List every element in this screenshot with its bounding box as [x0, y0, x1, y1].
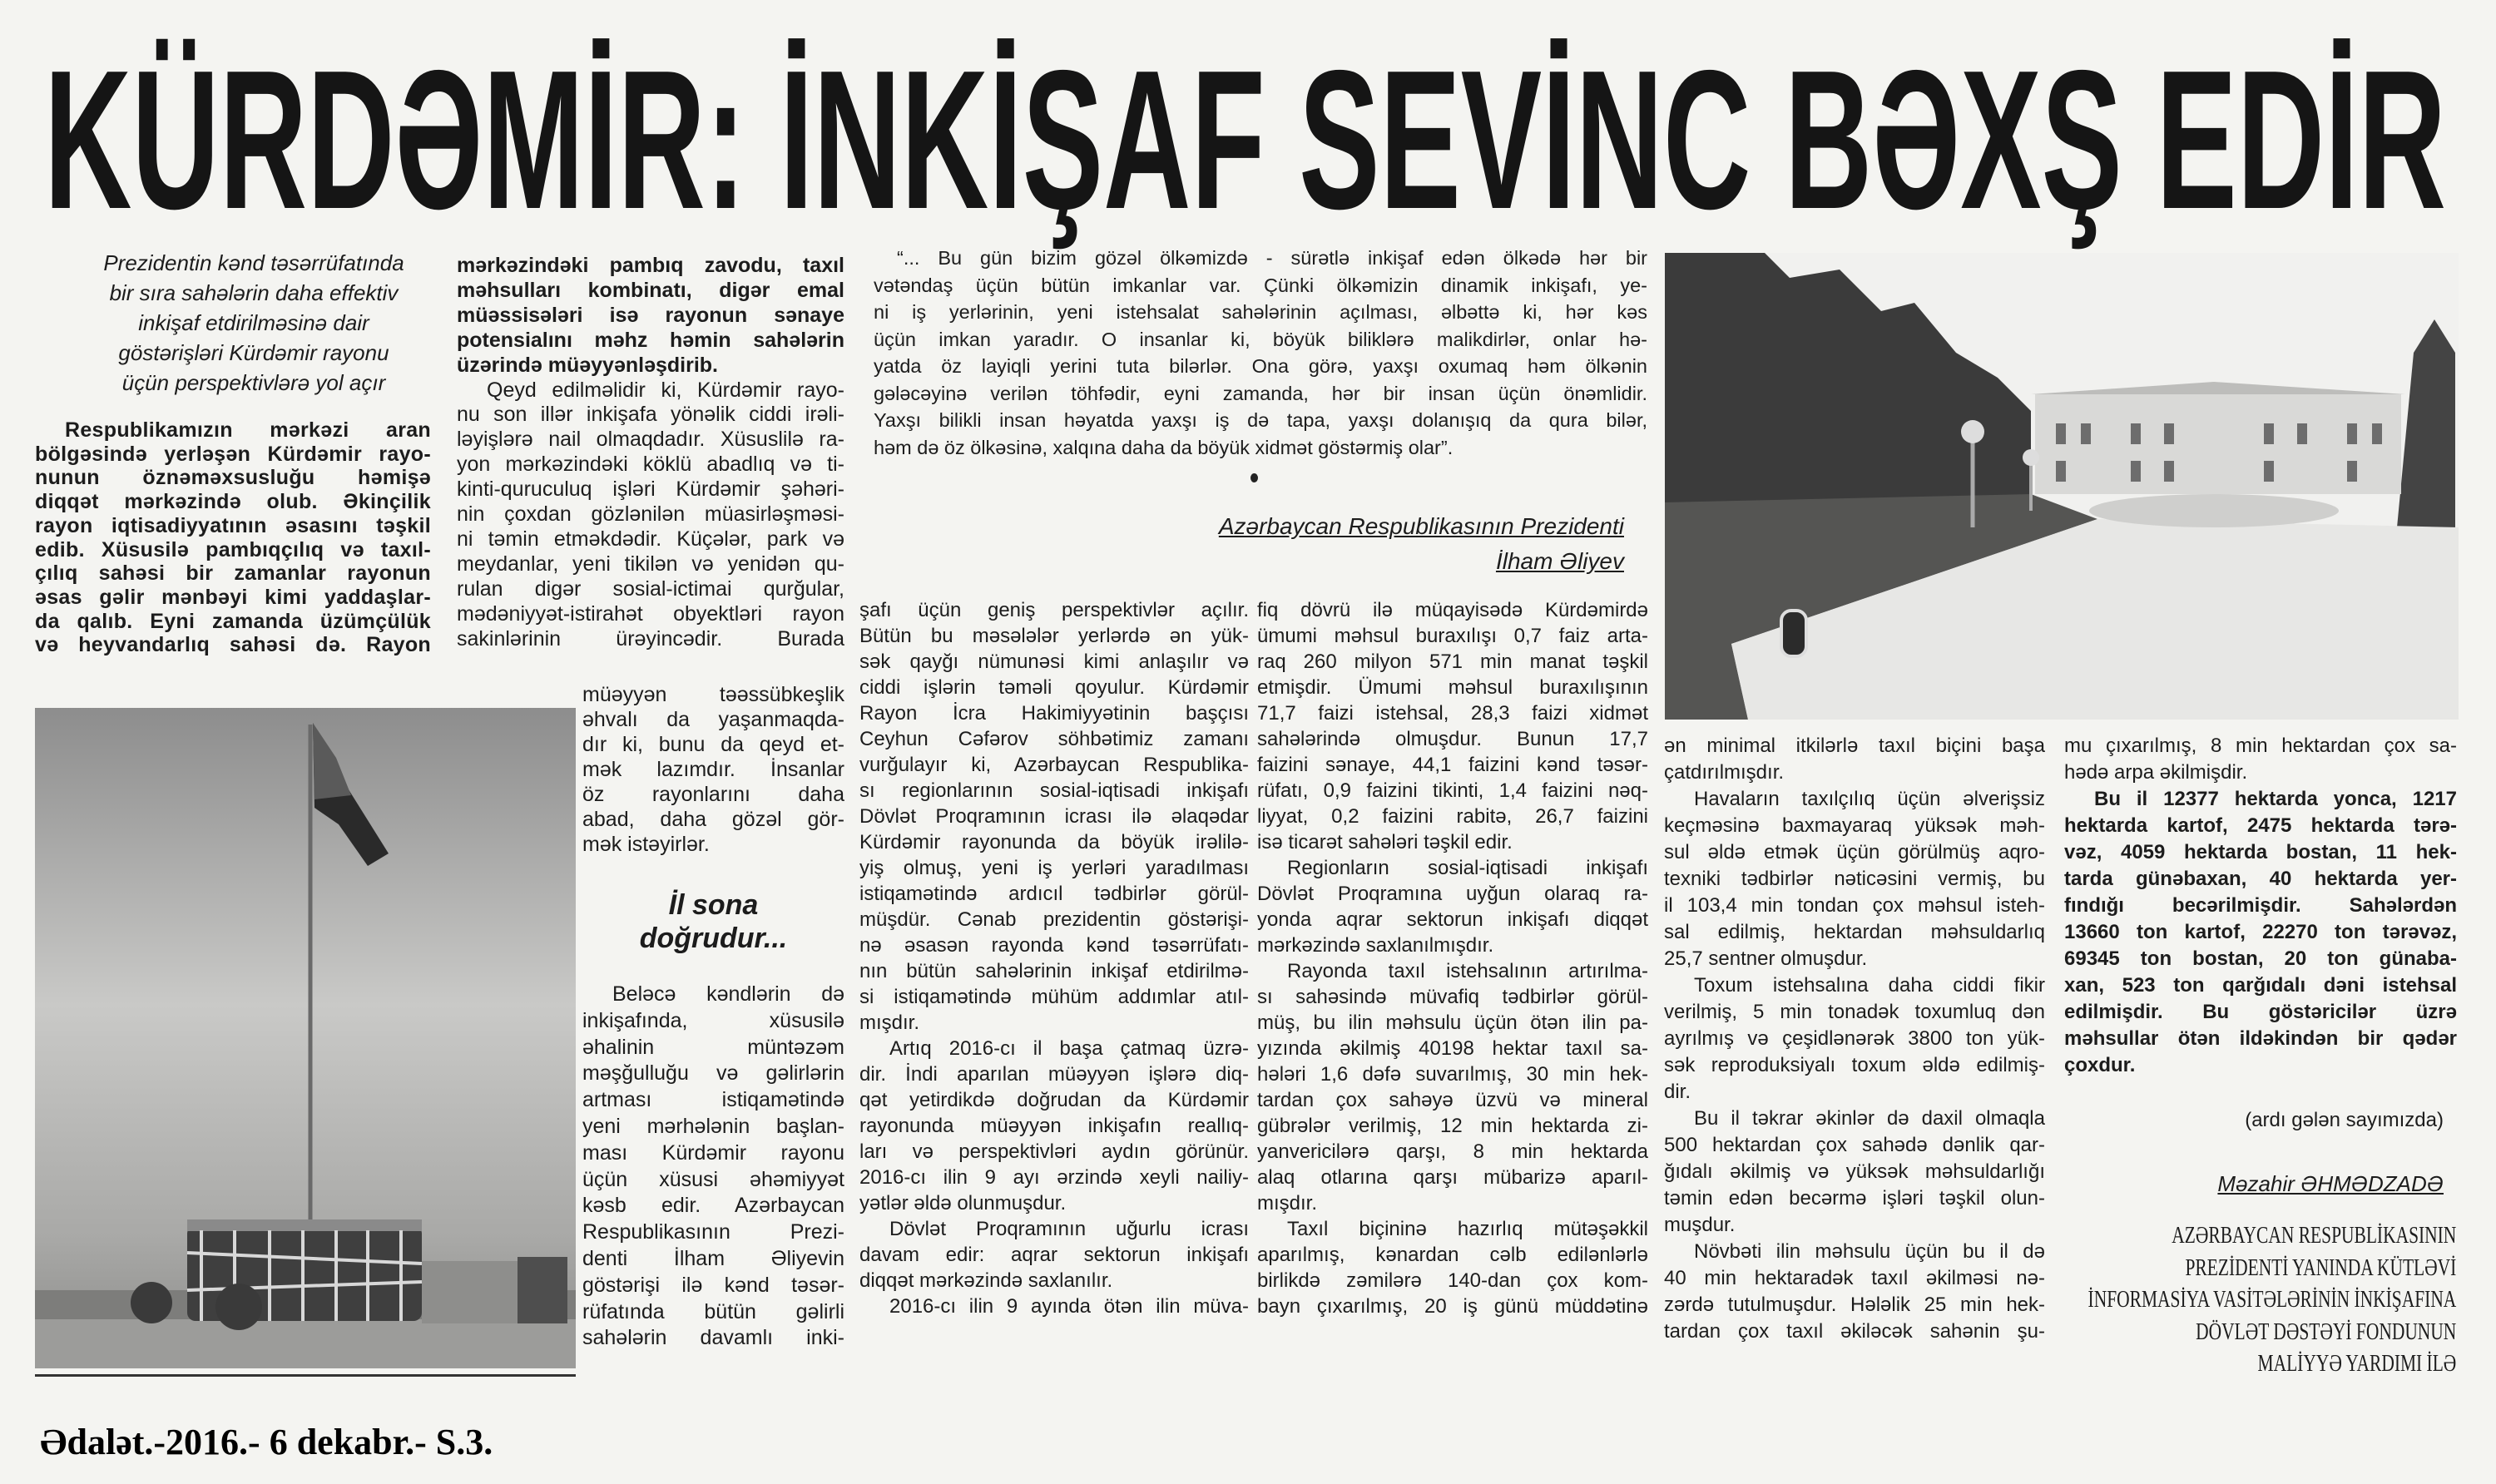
- text-line: Ceyhun Cəfərov söhbətimiz zamanı: [859, 728, 1249, 750]
- paragraph: [2064, 733, 2457, 786]
- text-line: Dövlət Proqramının icrası ilə əlaqədar: [859, 805, 1249, 828]
- article-column-5: [1257, 597, 1648, 1319]
- source-citation: Ədalət.-2016.- 6 dekabr.- S.3.: [40, 1422, 493, 1462]
- text-line: fındığı becərilmişdir. Sahələrdən: [2064, 894, 2457, 917]
- text-line: dır ki, bunu da qeyd et-: [582, 733, 844, 756]
- attribution-title: Azərbaycan Respublikasının Prezidenti: [1218, 513, 1624, 539]
- article-column-2: [457, 254, 844, 652]
- text-line: yeni mərhələnin başlan-: [582, 1114, 844, 1138]
- text-line: birlikdə zəmilərə 140-dan çox kom-: [1257, 1269, 1648, 1292]
- text-line: 2016-cı ilin 9 ayında ötən ilin müva-: [889, 1295, 1249, 1318]
- text-line: verilmiş, 5 min tonadək toxumluq dən: [1664, 1001, 2045, 1023]
- text-line: nın bütün sahələrinin inkişaf etdirilmə-: [859, 960, 1249, 982]
- text-line: yanvericilərə qarşı, 8 min hektarda: [1257, 1140, 1648, 1163]
- text-line: yon mərkəzindəki köklü abadlıq və ti-: [457, 453, 844, 477]
- text-line: muşdur.: [1664, 1214, 1736, 1236]
- text-line: 69345 ton bostan, 20 ton günaba-: [2064, 947, 2457, 970]
- paragraph: [1257, 1216, 1648, 1319]
- text-line: sul əldə etmək üçün görülmüş aqro-: [1664, 841, 2045, 863]
- text-line: alaq otlarına qarşı mübarizə aparıl-: [1257, 1166, 1648, 1189]
- sponsor-credit: [1959, 1219, 2456, 1380]
- text-line: tarda günəbaxan, 40 hektarda yer-: [2064, 868, 2457, 890]
- text-line: yonda aqrar sektorun inkişafı diqqət: [1257, 908, 1648, 931]
- text-line: zərdə tutulmuşdur. Hələlik 25 min hek-: [1664, 1294, 2045, 1316]
- text-line: vurğulayır ki, Azərbaycan Respublika-: [859, 754, 1249, 776]
- text-line: məşğulluğu və gəlirlərin: [582, 1061, 844, 1086]
- author-byline: Məzahir ƏHMƏDZADƏ: [2217, 1171, 2444, 1196]
- text-line: ümumi məhsul buraxılışı 0,7 faiz arta-: [1257, 625, 1648, 647]
- text-line: üçün xüsusi əhəmiyyət: [582, 1167, 844, 1191]
- text-line: 500 hektardan çox sahədə dənlik qar-: [1664, 1134, 2045, 1156]
- text-line: gələcəyinə verilən töhfədir, eyni zamanda, hər bir insan üçün önəmlidir.: [874, 382, 1647, 404]
- text-line: mərkəzində saxlanılmışdır.: [1257, 934, 1494, 957]
- text-line: Taxıl biçininə hazırlıq mütəşəkkil: [1287, 1218, 1648, 1240]
- text-line: Beləcə kəndlərin də: [612, 982, 844, 1006]
- text-line: fiq dövrü ilə müqayisədə Kürdəmirdə: [1257, 599, 1648, 621]
- text-line: faizini sənaye, 44,1 faizini kənd təsər-: [1257, 754, 1648, 776]
- text-line: mışdır.: [859, 1012, 920, 1034]
- text-line: yətlər əldə olunmuşdur.: [859, 1192, 1067, 1214]
- text-line: nu son illər inkişafa yönəlik ciddi irəli-: [457, 403, 844, 427]
- text-line: üzərində müəyyənləşdirib.: [457, 353, 718, 377]
- text-line: təmin edən becərmə işləri təşkil olun-: [1664, 1187, 2045, 1209]
- text-line: si istiqamətində mühüm addımlar atıl-: [859, 986, 1249, 1008]
- text-line: kəsb edir. Azərbaycan: [582, 1194, 844, 1218]
- text-line: Respublikasının Prezi-: [582, 1220, 844, 1244]
- text-line: Respublikamızın mərkəzi aran: [65, 418, 431, 442]
- text-line: aparılmış, kənardan cəlb edilənlərlə: [1257, 1244, 1648, 1266]
- text-line: şafı üçün geniş perspektivlər açılır.: [859, 599, 1249, 621]
- text-line: hədə arpa əkilmişdir.: [2064, 761, 2248, 784]
- sponsor-line: DÖVLƏT DƏSTƏYİ FONDUNUN: [2195, 1318, 2456, 1345]
- text-line: ayrılmış və çeşidlənərək 3800 ton yük-: [1664, 1027, 2045, 1050]
- text-line: sahələrində olmuşdur. Bunun 17,7: [1257, 728, 1648, 750]
- text-line: liyyat, 0,2 faizini rabitə, 26,7 faizini: [1257, 805, 1648, 828]
- text-line: Yaxşı bilikli insan həyatda yaxşı iş də tapa, yaxşı dolanışıq da qura bilər,: [874, 409, 1647, 431]
- text-line: il 103,4 min tondan çox məhsul isteh-: [1664, 894, 2045, 917]
- text-line: Prezidentin kənd təsərrüfatında: [103, 250, 404, 275]
- subheading: [582, 888, 844, 955]
- text-line: isə ticarət sahələri təşkil edir.: [1257, 831, 1513, 853]
- continued-note: (ardı gələn sayımızda): [2245, 1109, 2444, 1131]
- text-line: Havaların taxılçılıq üçün əlverişsiz: [1694, 788, 2045, 810]
- text-line: edib. Xüsusilə pambıqçılıq və taxıl-: [35, 537, 431, 561]
- park-building-photo: [1665, 253, 2459, 720]
- text-line: mədəniyyət-istirahət obyektləri rayon: [457, 601, 844, 626]
- text-line: inkişafında, xüsusilə: [582, 1008, 844, 1032]
- text-line: tardan çox taxıl əkiləcək sahənin şu-: [1664, 1320, 2045, 1343]
- text-line: artması istiqamətində: [582, 1088, 844, 1112]
- text-line: mək lazımdır. İnsanlar: [582, 758, 844, 781]
- text-line: qət yetirdikdə doğrudan da Kürdəmir: [859, 1089, 1249, 1111]
- text-line: Toxum istehsalına daha ciddi fikir: [1694, 974, 2045, 997]
- text-line: müəssisələri isə rayonun sənaye: [457, 303, 844, 327]
- text-line: nunun öznəməxsusluğu həmişə: [35, 466, 431, 490]
- text-line: məhsulları kombinatı, digər emal: [457, 278, 844, 302]
- text-line: rüfatında bütün gəlirli: [582, 1299, 844, 1323]
- text-line: ni təmin etməkdədir. Küçələr, park və: [457, 527, 844, 551]
- text-line: nə əsasən rayonda kənd təsərrüfatı-: [859, 934, 1249, 957]
- text-line: üçün perspektivlərə yol açır: [121, 370, 386, 395]
- text-line: həm də öz ölkəsinə, xalqına daha da böyük xidmət göstərmiş olar”.: [874, 436, 1454, 458]
- text-line: məhsullar ötən ildəkindən bir qədər: [2064, 1027, 2457, 1050]
- text-line: da qalıb. Eyni zamanda üzümçülük: [35, 609, 431, 633]
- text-line: diqqət mərkəzində olub. Əkinçilik: [35, 490, 431, 514]
- text-line: sahələrin davamlı inki-: [582, 1326, 844, 1350]
- paragraph: [859, 1216, 1249, 1294]
- paragraph: [1664, 733, 2045, 786]
- text-line: Qeyd edilməlidir ki, Kürdəmir rayo-: [487, 378, 844, 402]
- text-line: bayn çıxarılmış, 20 iş günü müddətinə: [1257, 1295, 1648, 1318]
- paragraph: [83, 248, 424, 398]
- text-line: diqqət mərkəzində saxlanılır.: [859, 1269, 1113, 1292]
- paragraph: [1664, 1106, 2045, 1239]
- text-line: gübrələr verilmiş, 12 min hektarda zi-: [1257, 1115, 1648, 1137]
- headline-text: KÜRDƏMİR: İNKİŞAF SEVİNC BƏXŞ EDİR: [44, 30, 2446, 250]
- paragraph: [1257, 597, 1648, 855]
- paragraph: [1257, 855, 1648, 958]
- president-quote: [874, 245, 1647, 461]
- text-line: üçün imkan yaradır. O insanlar ki, böyük biliklərə malikdirlər, onlar hə-: [874, 328, 1647, 350]
- text-line: Bu il 12377 hektarda yonca, 1217: [2094, 788, 2457, 810]
- paragraph: [859, 1036, 1249, 1216]
- divider: [35, 1374, 576, 1377]
- text-line: denti İlham Əliyevin: [582, 1246, 844, 1270]
- text-line: bölgəsində yerləşən Kürdəmir rayo-: [35, 442, 431, 466]
- text-line: hələri 1,6 dəfə suvarılmış, 30 min hek-: [1257, 1063, 1648, 1086]
- text-line: sək reproduksiyalı toxum əldə edilmiş-: [1664, 1054, 2045, 1076]
- text-line: ni iş yerlərinin, yeni istehsalat sahələrinin açılması, əlbəttə ki, hər kəs: [874, 301, 1647, 323]
- sponsor-line: İNFORMASİYA VASİTƏLƏRİNİN İNKİŞAFINA: [2087, 1286, 2456, 1313]
- text-line: mışdır.: [1257, 1192, 1318, 1214]
- text-line: yızında əkilmiş 40198 hektar taxıl sa-: [1257, 1037, 1648, 1060]
- subheading-line: doğrudur...: [639, 923, 788, 954]
- text-line: göstərişləri Kürdəmir rayonu: [118, 340, 389, 365]
- text-line: hektarda kartof, 2475 hektarda tərə-: [2064, 814, 2457, 837]
- text-line: bir sıra sahələrin daha effektiv: [109, 280, 399, 305]
- text-line: inkişaf etdirilməsinə dair: [138, 310, 369, 335]
- text-line: müəyyən təəssübkeşlik: [582, 683, 844, 706]
- text-line: Bu il təkrar əkinlər də daxil olmaqla: [1694, 1107, 2045, 1130]
- text-line: sı sahəsində müvafiq tədbirlər görül-: [1257, 986, 1648, 1008]
- sponsor-line: MALİYYƏ YARDIMI İLƏ: [2257, 1350, 2456, 1377]
- flag-square-photo: [35, 708, 576, 1368]
- text-line: edilmişdir. Bu göstəricilər üzrə: [2064, 1001, 2457, 1023]
- quote-attribution: [1219, 509, 1624, 579]
- text-line: “... Bu gün bizim gözəl ölkəmizdə - sürətlə inkişaf edən ölkədə hər bir: [897, 247, 1647, 269]
- text-line: Dövlət Proqramının uğurlu icrası: [889, 1218, 1249, 1240]
- paragraph: [859, 1294, 1249, 1319]
- text-line: davam edir: aqrar sektorun inkişafı: [859, 1244, 1249, 1266]
- bullet-dot-icon: [1250, 473, 1258, 482]
- text-line: ğıdalı əkilmiş və yüksək məhsuldarlığı: [1664, 1160, 2045, 1183]
- text-line: Rayonda taxıl istehsalının artırılma-: [1287, 960, 1648, 982]
- article-column-4: [859, 597, 1249, 1319]
- text-line: 71,7 faizi istehsal, 28,3 faizi xidmət: [1257, 702, 1648, 725]
- text-line: Bütün bu məsələlər yerlərdə ən yük-: [859, 625, 1249, 647]
- text-line: abad, daha gözəl gör-: [582, 808, 844, 831]
- text-line: əhvalı da yaşanmaqda-: [582, 708, 844, 731]
- text-line: ləyişlərə nail olmaqdadır. Xüsuslilə ra-: [457, 428, 844, 452]
- text-line: meydanlar, yeni tikilən və yenidən qu-: [457, 552, 844, 576]
- article-column-1: [35, 418, 431, 657]
- text-line: 40 min hektaradək taxıl əkilməsi nə-: [1664, 1267, 2045, 1289]
- text-line: əhalinin müntəzəm: [582, 1035, 844, 1059]
- attribution-name: İlham Əliyev: [1495, 548, 1624, 574]
- text-line: ciddi işlərin təməli qoyulur. Kürdəmir: [859, 676, 1249, 699]
- paragraph: [582, 682, 844, 857]
- text-line: yatda öz layiqli yerini tuta bilərlər. Ona görə, yaxşı oxumaq həm ölkənin: [874, 355, 1647, 377]
- subheading-line: İl sona: [668, 889, 759, 921]
- text-line: müşdür. Cənab prezidentin göstərişi-: [859, 908, 1249, 931]
- text-line: 13660 ton kartof, 22270 ton tərəvəz,: [2064, 921, 2457, 943]
- text-line: xan, 523 ton qarğıdalı dəni istehsal: [2064, 974, 2457, 997]
- text-line: nin çoxdan gözlənilən müasirləşməsi-: [457, 502, 844, 527]
- paragraph: [35, 418, 431, 657]
- text-line: tardan çox sahəyə üzvü və mineral: [1257, 1089, 1648, 1111]
- text-line: mək istəyirlər.: [582, 833, 710, 856]
- paragraph: [457, 254, 844, 378]
- text-line: rayon iqtisadiyyatının əsasını təşkil: [35, 513, 431, 537]
- lead-intro: [83, 248, 424, 398]
- text-line: çatdırılmışdır.: [1664, 761, 1785, 784]
- text-line: ması Kürdəmir rayonu: [582, 1140, 844, 1165]
- text-line: istiqamətində ardıcıl tədbirlər görül-: [859, 883, 1249, 905]
- text-line: Dövlət Proqramına uyğun olaraq ra-: [1257, 883, 1648, 905]
- text-line: ən minimal itkilərlə taxıl biçini başa: [1664, 735, 2045, 757]
- text-line: sakinlərinin ürəyincədir. Burada: [457, 626, 844, 650]
- text-line: sək qayğı nümunəsi kimi anlaşılır və: [859, 650, 1249, 673]
- text-line: 2016-cı ilin 9 ayı ərzində xeyli nailiy-: [859, 1166, 1249, 1189]
- article-column-3-top: [582, 682, 844, 857]
- paragraph: [1664, 786, 2045, 972]
- text-line: çoxdur.: [2064, 1054, 2136, 1076]
- text-line: göstərişi ilə kənd təsər-: [582, 1273, 844, 1297]
- text-line: yiş olmuş, yeni iş yerləri yaradılması: [859, 857, 1249, 879]
- text-line: etmişdir. Ümumi məhsul buraxılışının: [1257, 676, 1648, 699]
- paragraph: [457, 378, 844, 652]
- text-line: çılıq sahəsi bir zamanlar rayonun: [35, 561, 431, 586]
- paragraph: [859, 597, 1249, 1036]
- text-line: Rayon İcra Hakimiyyətinin başçısı: [859, 702, 1249, 725]
- text-line: vətəndaş üçün bütün imkanlar var. Çünki ölkəmizin dinamik inkişafı, ye-: [874, 274, 1647, 296]
- paragraph: [1257, 958, 1648, 1216]
- text-line: əsas gəlir mənbəyi kimi yaddaşlar-: [35, 585, 431, 609]
- text-line: öz rayonlarını daha: [582, 783, 844, 806]
- text-line: vəz, 4059 hektarda bostan, 11 hek-: [2064, 841, 2457, 863]
- paragraph: [1664, 972, 2045, 1106]
- text-line: Artıq 2016-cı il başa çatmaq üzrə-: [889, 1037, 1249, 1060]
- text-line: rulan digər sosial-ictimai qurğular,: [457, 576, 844, 601]
- text-line: dir. İndi aparılan müəyyən işlərə diq-: [859, 1063, 1249, 1086]
- text-line: sı regionlarının sosial-iqtisadi inkişafı: [859, 779, 1249, 802]
- text-line: texniki tədbirlər nəticəsini vermiş, bu: [1664, 868, 2045, 890]
- article-column-7: [2064, 733, 2457, 1079]
- text-line: raq 260 milyon 571 min manat təşkil: [1257, 650, 1648, 673]
- sponsor-line: AZƏRBAYCAN RESPUBLİKASININ: [2171, 1222, 2456, 1249]
- text-line: rayonunda müəyyən inkişafın reallıq-: [859, 1115, 1249, 1137]
- article-column-3-bottom: [582, 982, 844, 1352]
- text-line: sal edilmiş, hektardan məhsuldarlıq: [1664, 921, 2045, 943]
- text-line: ları və perspektivləri aydın görünür.: [859, 1140, 1249, 1163]
- text-line: müş, bu ilin məhsulu üçün ötən ilin pa-: [1257, 1012, 1648, 1034]
- text-line: mərkəzindəki pambıq zavodu, taxıl: [457, 254, 844, 277]
- text-line: kinti-quruculuq işləri Kürdəmir şəhəri-: [457, 477, 844, 502]
- text-line: potensialını məhz həmin sahələrin: [457, 328, 844, 352]
- text-line: keçməsinə baxmayaraq yüksək məh-: [1664, 814, 2045, 837]
- text-line: və heyvandarlıq sahəsi də. Rayon: [35, 633, 431, 657]
- paragraph: [582, 982, 844, 1352]
- text-line: 25,7 sentner olmuşdur.: [1664, 947, 1868, 970]
- text-line: rüfatı, 0,9 faizini tikinti, 1,4 faizini nəq-: [1257, 779, 1648, 802]
- headline: [0, 0, 2496, 250]
- text-line: Kürdəmir rayonunda da böyük irəlilə-: [859, 831, 1249, 853]
- paragraph: [2064, 786, 2457, 1079]
- text-line: mu çıxarılmış, 8 min hektardan çox sa-: [2064, 735, 2457, 757]
- text-line: Regionların sosial-iqtisadi inkişafı: [1287, 857, 1648, 879]
- sponsor-line: PREZİDENTİ YANINDA KÜTLƏVİ: [2185, 1254, 2456, 1281]
- paragraph: [874, 245, 1647, 461]
- text-line: dir.: [1664, 1081, 1691, 1103]
- text-line: Növbəti ilin məhsulu üçün bu il də: [1694, 1240, 2045, 1263]
